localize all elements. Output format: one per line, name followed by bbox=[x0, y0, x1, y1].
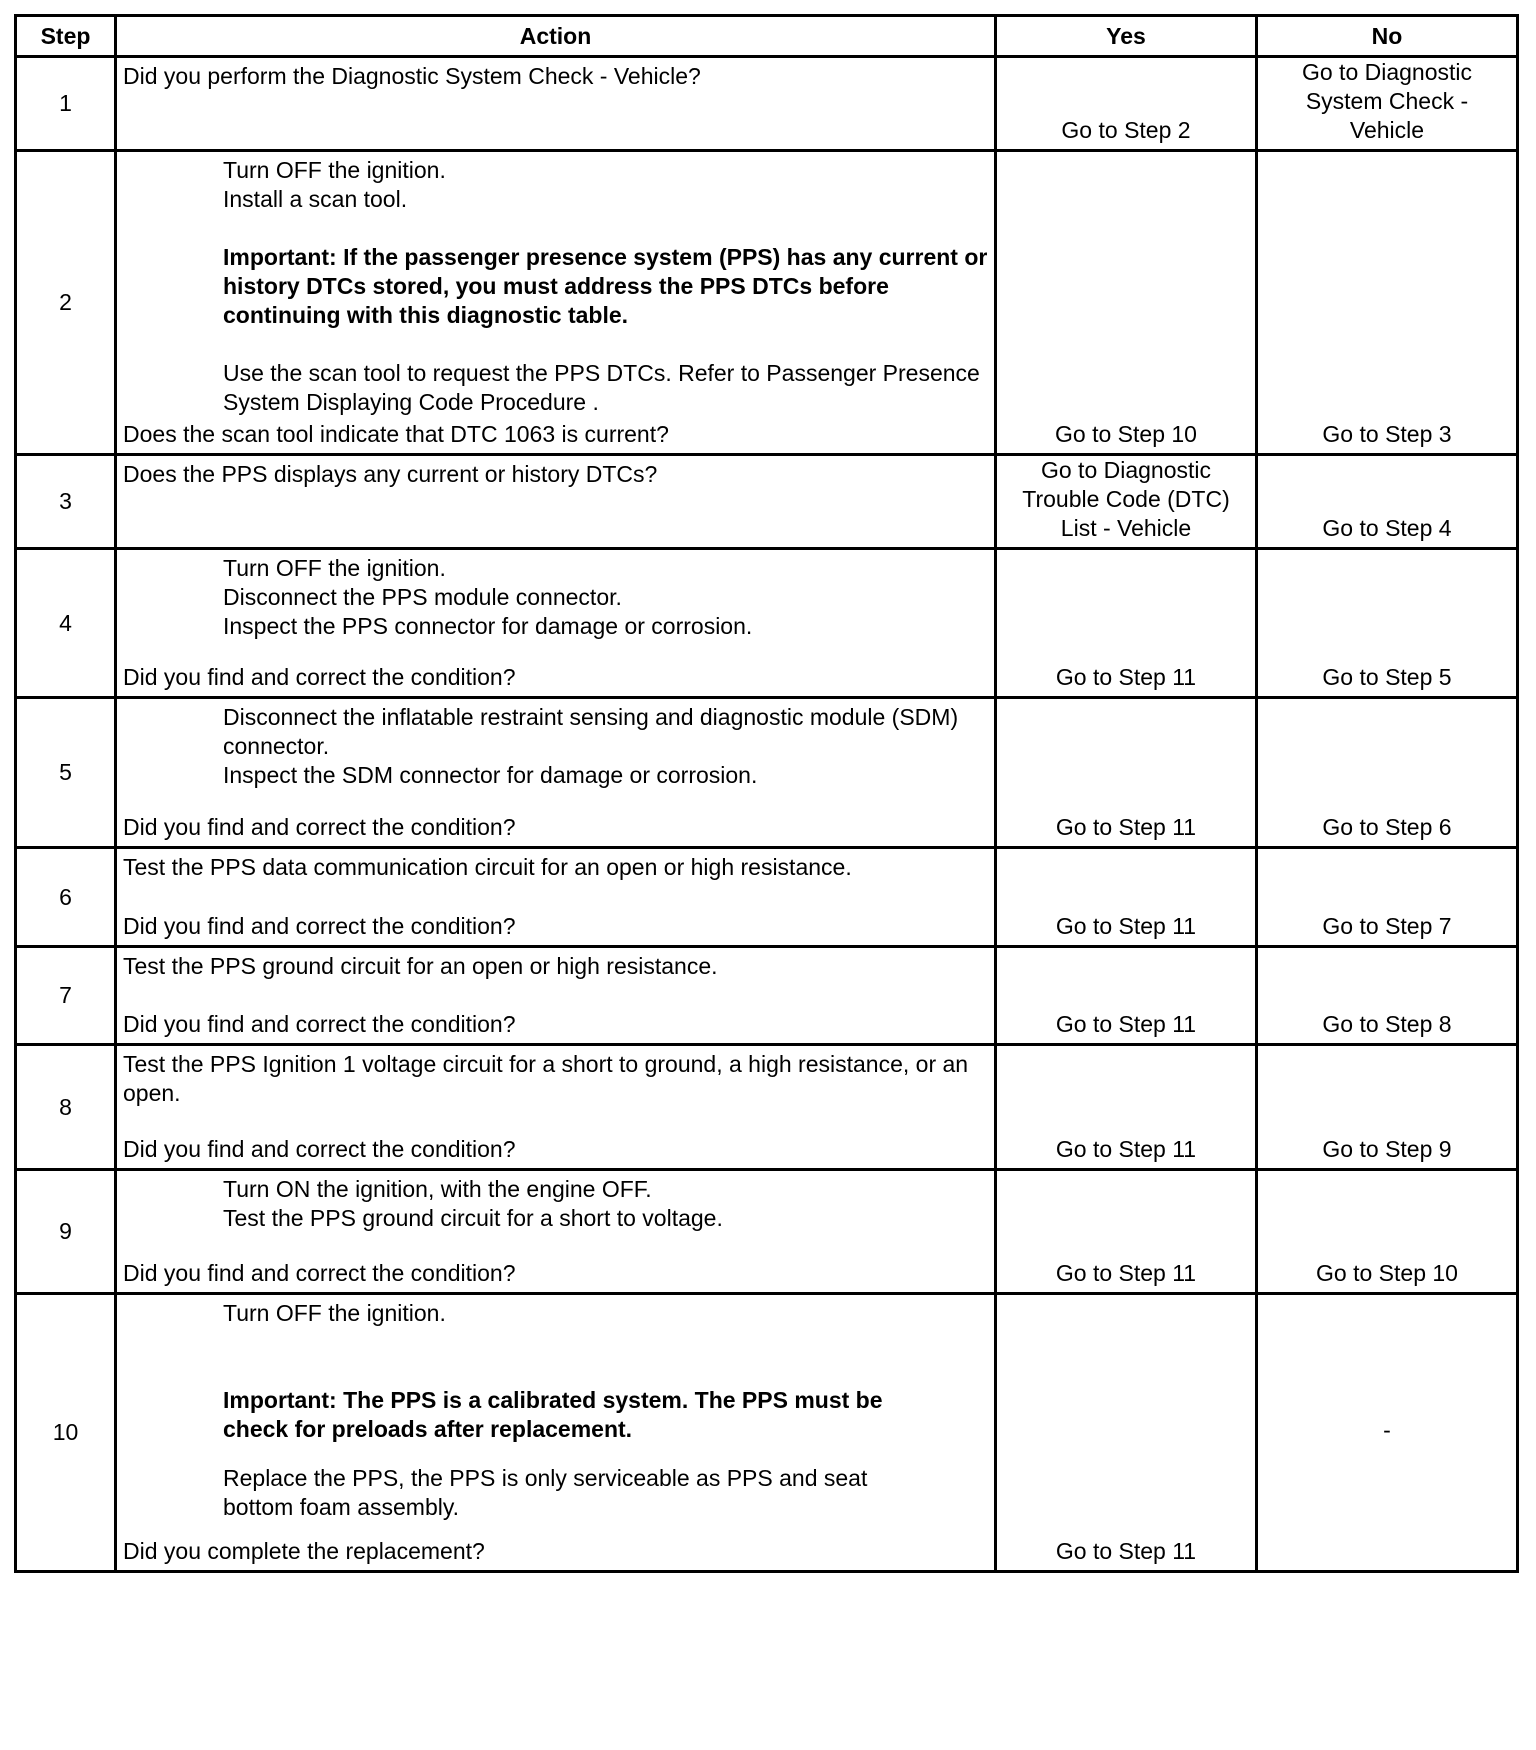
yes-cell: Go to Step 11 bbox=[996, 1045, 1257, 1170]
action-text: Use the scan tool to request the PPS DTCs. Refer to Passenger Presence System Displaying Code Procedure . bbox=[223, 360, 980, 415]
table-row bbox=[16, 1294, 1518, 1572]
table-row bbox=[16, 549, 1518, 698]
step-number: 4 bbox=[16, 549, 116, 698]
action-text: Disconnect the PPS module connector. bbox=[223, 584, 622, 610]
table-row bbox=[16, 57, 1518, 151]
action-text: Turn OFF the ignition. bbox=[223, 555, 446, 581]
table-row bbox=[16, 947, 1518, 1045]
step-number: 9 bbox=[16, 1170, 116, 1294]
question-text: Did you find and correct the condition? bbox=[123, 664, 516, 690]
header-yes: Yes bbox=[996, 16, 1257, 57]
no-cell: Go to Step 4 bbox=[1257, 455, 1518, 549]
no-cell: Go to Step 7 bbox=[1257, 848, 1518, 947]
yes-cell: Go to Step 10 bbox=[996, 151, 1257, 455]
action-text: Inspect the PPS connector for damage or corrosion. bbox=[223, 613, 753, 639]
action-text: Test the PPS data communication circuit for an open or high resistance. bbox=[123, 854, 852, 880]
action-cell bbox=[116, 1294, 996, 1572]
table-row bbox=[16, 1045, 1518, 1170]
question-text: Did you find and correct the condition? bbox=[123, 1011, 516, 1037]
yes-cell: Go to Step 11 bbox=[996, 1294, 1257, 1572]
no-cell: Go to Step 3 bbox=[1257, 151, 1518, 455]
step-number: 2 bbox=[16, 151, 116, 455]
step-number: 6 bbox=[16, 848, 116, 947]
step-number: 7 bbox=[16, 947, 116, 1045]
action-cell bbox=[116, 57, 996, 151]
header-action: Action bbox=[116, 16, 996, 57]
action-text: Does the PPS displays any current or history DTCs? bbox=[123, 461, 658, 487]
step-number: 8 bbox=[16, 1045, 116, 1170]
important-note: Important: If the passenger presence system (PPS) has any current or history DTCs stored, you must address the PPS DTCs before continuing with this diagnostic table. bbox=[223, 244, 988, 328]
table-row bbox=[16, 151, 1518, 455]
no-cell: Go to Step 8 bbox=[1257, 947, 1518, 1045]
action-text: Turn ON the ignition, with the engine OFF. bbox=[223, 1176, 652, 1202]
no-cell: Go to Step 10 bbox=[1257, 1170, 1518, 1294]
no-cell: Go to Step 5 bbox=[1257, 549, 1518, 698]
action-cell bbox=[116, 947, 996, 1045]
table-row bbox=[16, 1170, 1518, 1294]
action-text: Test the PPS ground circuit for an open or high resistance. bbox=[123, 953, 718, 979]
yes-cell: Go to Step 11 bbox=[996, 1170, 1257, 1294]
yes-cell: Go to Step 11 bbox=[996, 549, 1257, 698]
question-text: Did you find and correct the condition? bbox=[123, 814, 516, 840]
header-no: No bbox=[1257, 16, 1518, 57]
action-cell bbox=[116, 1170, 996, 1294]
step-number: 3 bbox=[16, 455, 116, 549]
question-text: Did you complete the replacement? bbox=[123, 1538, 485, 1564]
no-cell: - bbox=[1257, 1294, 1518, 1572]
step-number: 5 bbox=[16, 698, 116, 848]
question-text: Did you find and correct the condition? bbox=[123, 1260, 516, 1286]
action-cell bbox=[116, 698, 996, 848]
yes-cell: Go to Step 2 bbox=[996, 57, 1257, 151]
action-text: Replace the PPS, the PPS is only serviceable as PPS and seat bottom foam assembly. bbox=[223, 1465, 868, 1520]
action-text: Turn OFF the ignition. bbox=[223, 1300, 446, 1326]
yes-cell: Go to Step 11 bbox=[996, 947, 1257, 1045]
header-step: Step bbox=[16, 16, 116, 57]
no-cell: Go to Step 9 bbox=[1257, 1045, 1518, 1170]
question-text: Did you find and correct the condition? bbox=[123, 913, 516, 939]
step-number: 1 bbox=[16, 57, 116, 151]
action-text: Test the PPS Ignition 1 voltage circuit for a short to ground, a high resistance, or an open. bbox=[123, 1051, 969, 1106]
action-text: Install a scan tool. bbox=[223, 186, 408, 212]
action-cell bbox=[116, 1045, 996, 1170]
step-number: 10 bbox=[16, 1294, 116, 1572]
action-text: Inspect the SDM connector for damage or corrosion. bbox=[223, 762, 758, 788]
action-cell bbox=[116, 455, 996, 549]
action-cell bbox=[116, 848, 996, 947]
table-row bbox=[16, 698, 1518, 848]
yes-cell: Go to Diagnostic Trouble Code (DTC) List - Vehicle bbox=[996, 455, 1257, 549]
table-row bbox=[16, 455, 1518, 549]
yes-cell: Go to Step 11 bbox=[996, 698, 1257, 848]
action-text: Turn OFF the ignition. bbox=[223, 157, 446, 183]
no-cell: Go to Step 6 bbox=[1257, 698, 1518, 848]
yes-cell: Go to Step 11 bbox=[996, 848, 1257, 947]
action-cell bbox=[116, 549, 996, 698]
important-note: Important: The PPS is a calibrated system. The PPS must be check for preloads after replacement. bbox=[223, 1387, 883, 1442]
action-text: Test the PPS ground circuit for a short to voltage. bbox=[223, 1205, 723, 1231]
no-cell: Go to Diagnostic System Check - Vehicle bbox=[1257, 57, 1518, 151]
question-text: Did you find and correct the condition? bbox=[123, 1136, 516, 1162]
diagnostic-table bbox=[14, 14, 1519, 1573]
action-text: Did you perform the Diagnostic System Check - Vehicle? bbox=[123, 63, 701, 89]
action-cell bbox=[116, 151, 996, 455]
header-row bbox=[16, 16, 1518, 57]
action-text: Disconnect the inflatable restraint sensing and diagnostic module (SDM) connector. bbox=[223, 704, 959, 759]
question-text: Does the scan tool indicate that DTC 1063 is current? bbox=[123, 421, 669, 447]
table-row bbox=[16, 848, 1518, 947]
